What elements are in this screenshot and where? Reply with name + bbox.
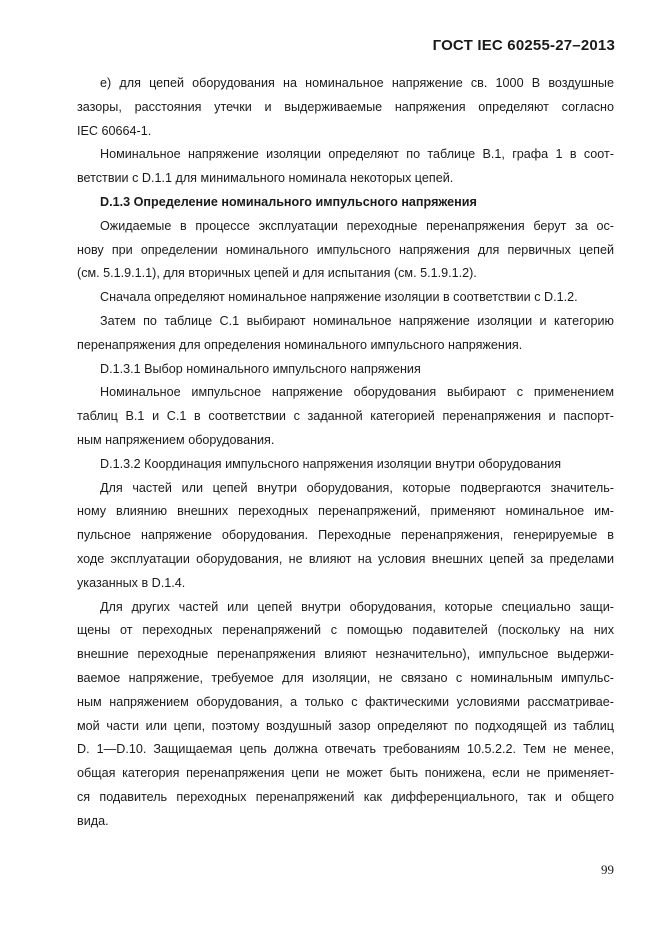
text-line: е) для цепей оборудования на номинальное напряжение св. 1000 В воздушные bbox=[100, 76, 614, 90]
text-line: (см. 5.1.9.1.1), для вторичных цепей и для испытания (см. 5.1.9.1.2). bbox=[77, 266, 477, 281]
text-line: Ожидаемые в процессе эксплуатации переходные перенапряжения берут за ос- bbox=[100, 218, 614, 233]
text-line: ным напряжением оборудования, а только с фактическими условиями рассматривае- bbox=[77, 694, 614, 709]
text-line: нову при определении номинального импульсного напряжения для первичных цепей bbox=[77, 242, 614, 257]
text-line: Для других частей или цепей внутри оборудования, которые специально защи- bbox=[100, 599, 614, 614]
text-line: ваемое напряжение, требуемое для изоляции, не связано с номинальным импульс- bbox=[77, 670, 614, 685]
text-line: перенапряжения для определения номинального импульсного напряжения. bbox=[77, 337, 523, 352]
text-line: Затем по таблице С.1 выбирают номинальное напряжение изоляции и категорию bbox=[100, 313, 614, 328]
document-header-title: ГОСТ IEC 60255-27–2013 bbox=[432, 37, 615, 54]
text-line: ся подавитель переходных перенапряжений как дифференциального, так и общего bbox=[77, 789, 614, 804]
text-line: ходе эксплуатации оборудования, не влияют на условия внешних цепей за пределами bbox=[77, 551, 614, 566]
text-line: Для частей или цепей внутри оборудования, которые подвергаются значитель- bbox=[100, 480, 614, 495]
text-line: ным напряжением оборудования. bbox=[77, 432, 275, 447]
text-line: ветствии с D.1.1 для минимального номинала некоторых цепей. bbox=[77, 171, 454, 186]
text-line: Сначала определяют номинальное напряжение изоляции в соответствии с D.1.2. bbox=[100, 290, 578, 305]
text-line: щены от переходных перенапряжений с помощью подавителей (поскольку на них bbox=[77, 623, 614, 638]
text-line: D.1.3.2 Координация импульсного напряжения изоляции внутри оборудования bbox=[100, 456, 562, 471]
text-line: таблиц В.1 и С.1 в соответствии с заданной категорией перенапряжения и паспорт- bbox=[77, 409, 614, 424]
text-line: ному влиянию внешних переходных перенапряжений, применяют номинальное им- bbox=[77, 504, 614, 519]
text-line: D. 1—D.10. Защищаемая цепь должна отвечать требованиям 10.5.2.2. Тем не менее, bbox=[77, 742, 614, 757]
text-line: пульсное напряжение оборудования. Переходные перенапряжения, генерируемые в bbox=[77, 528, 614, 543]
document-body bbox=[77, 72, 614, 834]
text-line: общая категория перенапряжения цепи не может быть понижена, если не применяет- bbox=[77, 766, 614, 781]
text-line: зазоры, расстояния утечки и выдерживаемые напряжения определяют согласно bbox=[77, 99, 614, 114]
text-line: D.1.3.1 Выбор номинального импульсного напряжения bbox=[100, 361, 421, 376]
text-line: вида. bbox=[77, 813, 109, 828]
text-line: D.1.3 Определение номинального импульсного напряжения bbox=[100, 194, 477, 209]
text-line: внешние переходные перенапряжения влияют незначительно), импульсное выдержи- bbox=[77, 647, 614, 662]
page-number: 99 bbox=[601, 862, 614, 877]
text-line: мой части или цепи, поэтому воздушный зазор определяют по подходящей из таблиц bbox=[77, 718, 614, 733]
text-line: IEC 60664-1. bbox=[77, 123, 152, 138]
text-line: указанных в D.1.4. bbox=[77, 575, 186, 590]
text-line: Номинальное импульсное напряжение оборудования выбирают с применением bbox=[100, 385, 614, 400]
text-line: Номинальное напряжение изоляции определяют по таблице В.1, графа 1 в соот- bbox=[100, 147, 614, 162]
